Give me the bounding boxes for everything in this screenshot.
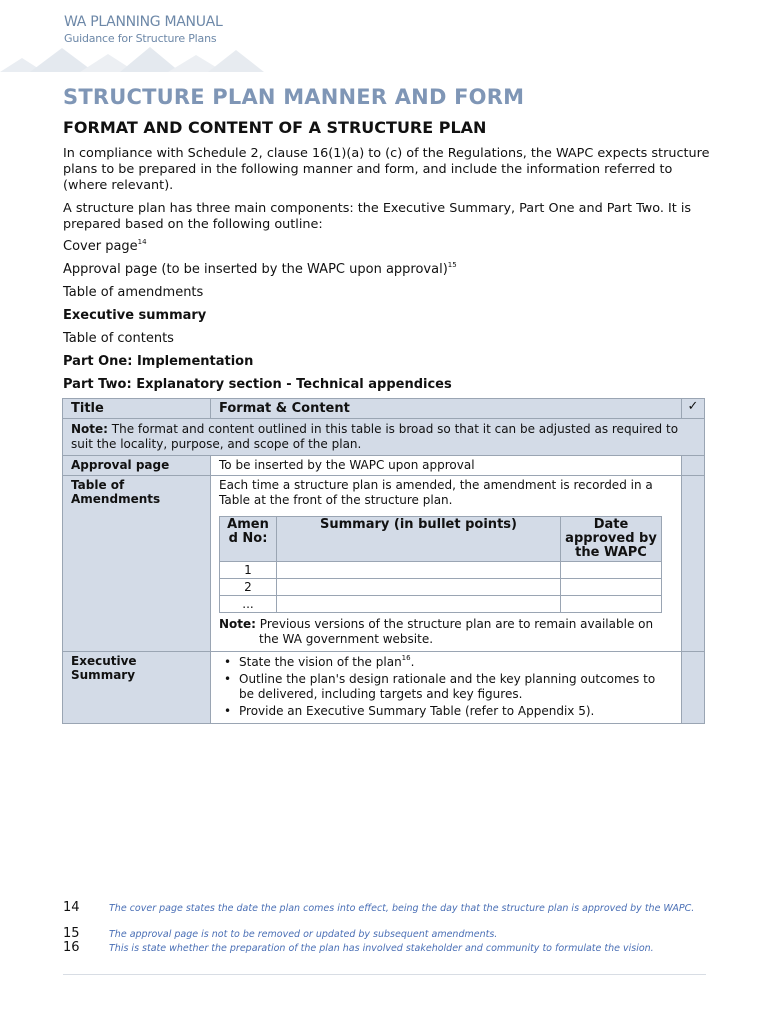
outline-approval-page: Approval page (to be inserted by the WAPC upon approval)$^{15}$	[63, 261, 457, 277]
outline-contents: Table of contents	[63, 331, 174, 346]
table-row: ...	[220, 596, 662, 613]
table-note: Note: The format and content outlined in this table is broad so that it can be adjusted as required to suit the locality, purpose, and scope of the plan.	[63, 419, 705, 456]
intro-paragraph: In compliance with Schedule 2, clause 16(1)(a) to (c) of the Regulations, the WAPC expects structure plans to be prepared in the following manner and form, and include the information referred to (where relevant).	[63, 146, 710, 193]
format-content-table	[62, 398, 705, 724]
inner-header-amend-no: Amen d No:	[220, 517, 277, 562]
check-cell	[682, 456, 705, 476]
amendments-note: Note: Previous versions of the structure plan are to remain available on the WA government website.	[219, 617, 654, 646]
table-row: 2	[220, 579, 662, 596]
outline-exec-summary: Executive summary	[63, 308, 207, 323]
check-cell	[682, 652, 705, 724]
list-item: • Outline the plan's design rationale and the key planning outcomes to be delivered, including targets and key figures.	[219, 672, 673, 702]
check-cell	[682, 476, 705, 652]
footnote-ref-15: 15	[447, 261, 457, 269]
row-content-amendments: Each time a structure plan is amended, the amendment is recorded in a Table at the front of the structure plan.	[219, 478, 653, 507]
outline-amendments: Table of amendments	[63, 285, 204, 300]
table-row	[63, 476, 705, 652]
footnote-14: 14 The cover page states the date the plan comes into effect, being the day that the structure plan is approved by the WAPC.	[63, 900, 695, 915]
row-title-amendments: Table of Amendments	[63, 476, 211, 652]
inner-header-date: Date approved by the WAPC	[561, 517, 662, 562]
row-title-executive: Executive Summary	[63, 652, 211, 724]
outline-cover-page: Cover page$^{14}$	[63, 238, 147, 254]
outline-part-one: Part One: Implementation	[63, 354, 254, 369]
header-title: WA PLANNING MANUAL	[64, 14, 223, 30]
outline-part-two: Part Two: Explanatory section - Technical appendices	[63, 377, 452, 392]
row-title-approval: Approval page	[63, 456, 211, 476]
table-row	[63, 456, 705, 476]
header-mountains-graphic	[0, 44, 270, 72]
header-subtitle: Guidance for Structure Plans	[64, 32, 217, 45]
footer-divider	[63, 974, 706, 975]
inner-header-summary: Summary (in bullet points)	[277, 517, 561, 562]
footnote-15: 15 The approval page is not to be removed or updated by subsequent amendments.	[63, 926, 498, 941]
components-paragraph: A structure plan has three main components: the Executive Summary, Part One and Part Two. It is prepared based on the following outline:	[63, 201, 692, 232]
amendments-table	[219, 516, 662, 613]
col-format-header: Format & Content	[211, 399, 682, 419]
table-row: 1	[220, 562, 662, 579]
section-heading: FORMAT AND CONTENT OF A STRUCTURE PLAN	[63, 118, 487, 137]
page-heading: STRUCTURE PLAN MANNER AND FORM	[63, 85, 525, 109]
list-item: • Provide an Executive Summary Table (refer to Appendix 5).	[219, 704, 673, 719]
check-header-icon: ✓	[682, 399, 705, 419]
col-title-header: Title	[63, 399, 211, 419]
footnote-16: 16 This is state whether the preparation of the plan has involved stakeholder and community to formulate the vision.	[63, 940, 654, 955]
footnote-ref-16: 16	[401, 654, 411, 662]
table-row	[63, 652, 705, 724]
list-item: • State the vision of the plan$^{16}$.	[219, 655, 673, 670]
footnote-ref-14: 14	[137, 238, 147, 246]
executive-bullets	[219, 655, 673, 719]
row-content-approval: To be inserted by the WAPC upon approval	[211, 456, 682, 476]
